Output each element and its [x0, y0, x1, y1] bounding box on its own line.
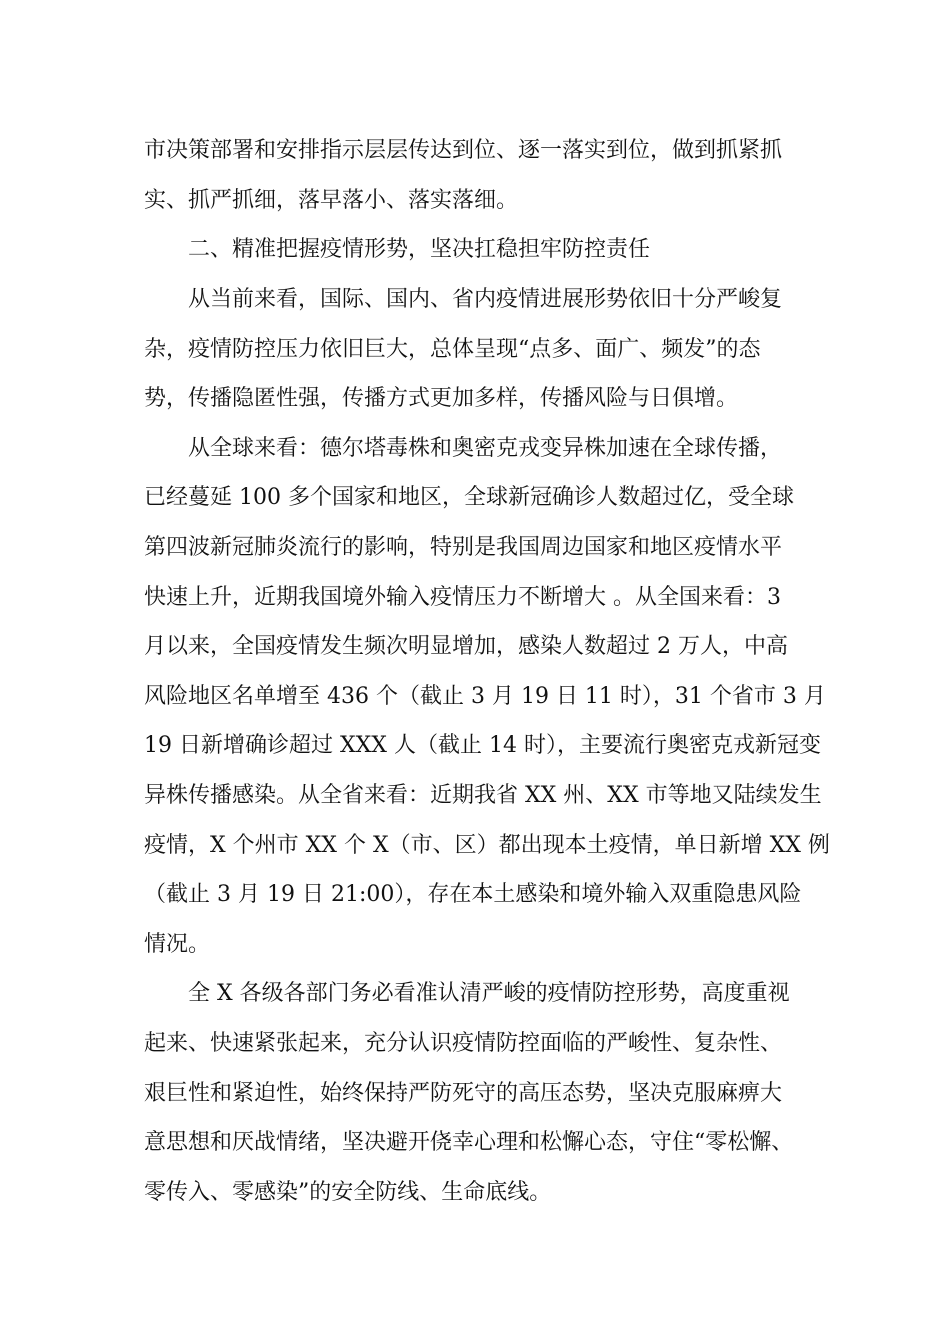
section-heading: 二、精准把握疫情形势，坚决扛稳担牢防控责任 — [188, 237, 651, 262]
text-line: 起来、快速紧张起来，充分认识疫情防控面临的严峻性、复杂性、 — [144, 1031, 783, 1056]
text-line: 从全球来看：德尔塔毒株和奥密克戎变异株加速在全球传播， — [188, 436, 783, 461]
text-line: 艰巨性和紧迫性，始终保持严防死守的高压态势，坚决克服麻痹大 — [144, 1081, 783, 1106]
text-line: 异株传播感染。从全省来看：近期我省 XX 州、XX 市等地又陆续发生 — [144, 783, 822, 808]
text-line: 情况。 — [144, 932, 211, 957]
text-line: 已经蔓延 100 多个国家和地区，全球新冠确诊人数超过亿，受全球 — [144, 485, 794, 510]
text-line: 快速上升，近期我国境外输入疫情压力不断增大 。从全国来看：3 — [144, 585, 781, 610]
text-line: 实、抓严抓细，落早落小、落实落细。 — [144, 188, 519, 213]
text-line: 月以来，全国疫情发生频次明显增加，感染人数超过 2 万人，中高 — [144, 634, 788, 659]
text-line: 全 X 各级各部门务必看准认清严峻的疫情防控形势，高度重视 — [188, 981, 790, 1006]
text-line: 零传入、零感染”的安全防线、生命底线。 — [144, 1180, 552, 1205]
text-line: 市决策部署和安排指示层层传达到位、逐一落实到位，做到抓紧抓 — [144, 138, 783, 163]
text-line: 19 日新增确诊超过 XXX 人（截止 14 时），主要流行奥密克戎新冠变 — [144, 733, 821, 758]
text-line: 疫情，X 个州市 XX 个 X（市、区）都出现本土疫情，单日新增 XX 例 — [144, 833, 830, 858]
text-line: 势，传播隐匿性强，传播方式更加多样，传播风险与日俱增。 — [144, 386, 739, 411]
text-line: （截止 3 月 19 日 21:00），存在本土感染和境外输入双重隐患风险 — [144, 882, 802, 907]
text-line: 从当前来看，国际、国内、省内疫情进展形势依旧十分严峻复 — [188, 287, 783, 312]
text-line: 第四波新冠肺炎流行的影响，特别是我国周边国家和地区疫情水平 — [144, 535, 783, 560]
text-line: 意思想和厌战情绪，坚决避开侥幸心理和松懈心态，守住“零松懈、 — [144, 1130, 794, 1155]
text-line: 风险地区名单增至 436 个（截止 3 月 19 日 11 时），31 个省市 3 月 — [144, 684, 826, 709]
text-line: 杂，疫情防控压力依旧巨大，总体呈现“点多、面广、频发”的态 — [144, 337, 761, 362]
